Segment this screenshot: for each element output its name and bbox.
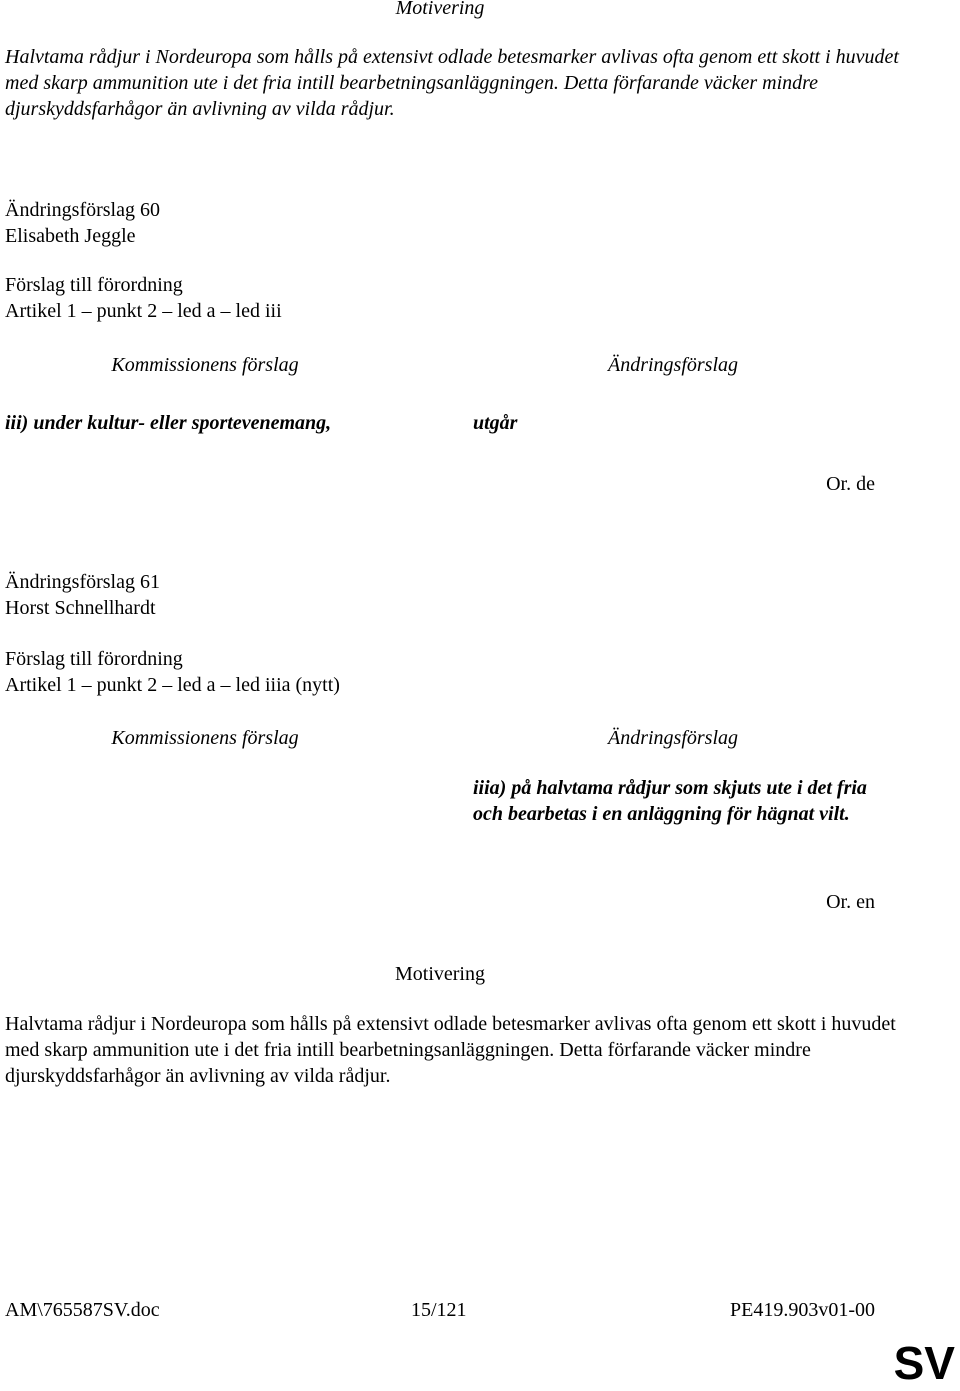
- amendment-text: utgår: [473, 412, 518, 434]
- article-reference: Artikel 1 – punkt 2 – led a – led iii: [5, 300, 282, 322]
- amendment-author: Horst Schnellhardt: [5, 597, 156, 619]
- footer-doc-reference: AM\765587SV.doc: [5, 1299, 160, 1321]
- amendment-number: Ändringsförslag 60: [5, 199, 160, 221]
- amendment-61-header: [5, 569, 705, 621]
- column-header-commission: Kommissionens förslag: [111, 727, 299, 749]
- motivering-heading-top: Motivering: [395, 0, 485, 19]
- amendment-author: Elisabeth Jeggle: [5, 225, 136, 247]
- amendment-60-reference: [5, 272, 705, 324]
- proposal-title: Förslag till förordning: [5, 274, 183, 296]
- language-badge: SV: [893, 1337, 955, 1389]
- motivering-text-bottom: Halvtama rådjur i Nordeuropa som hålls på extensivt odlade betesmarker avlivas ofta genom ett skott i huvudet med skarp ammunition ute i det fria intill bearbetningsanläggningen. Detta förfarande väcker mindre djurskyddsfarhågor än avlivning av vilda rådjur.: [5, 1013, 896, 1087]
- amendment-60-header: [5, 197, 705, 249]
- motivering-heading-bottom: Motivering: [395, 963, 485, 985]
- column-header-commission: Kommissionens förslag: [111, 354, 299, 376]
- commission-text: iii) under kultur- eller sportevenemang,: [5, 412, 332, 434]
- motivering-text-top: Halvtama rådjur i Nordeuropa som hålls på extensivt odlade betesmarker avlivas ofta genom ett skott i huvudet med skarp ammunition ute i det fria intill bearbetningsanläggningen. Detta förfarande väcker mindre djurskyddsfarhågor än avlivning av vilda rådjur.: [5, 46, 899, 120]
- amendment-text: iiia) på halvtama rådjur som skjuts ute i det fria och bearbetas i en anläggning för hägnat vilt.: [473, 777, 867, 825]
- footer-page-number: 15/121: [411, 1299, 467, 1321]
- article-reference: Artikel 1 – punkt 2 – led a – led iiia (nytt): [5, 674, 340, 696]
- original-language: Or. de: [826, 473, 875, 495]
- proposal-title: Förslag till förordning: [5, 648, 183, 670]
- amendment-number: Ändringsförslag 61: [5, 571, 160, 593]
- column-header-amendment: Ändringsförslag: [607, 354, 739, 376]
- column-header-amendment: Ändringsförslag: [607, 727, 739, 749]
- original-language: Or. en: [826, 891, 875, 913]
- amendment-61-reference: [5, 646, 705, 698]
- footer-pe-reference: PE419.903v01-00: [730, 1299, 875, 1321]
